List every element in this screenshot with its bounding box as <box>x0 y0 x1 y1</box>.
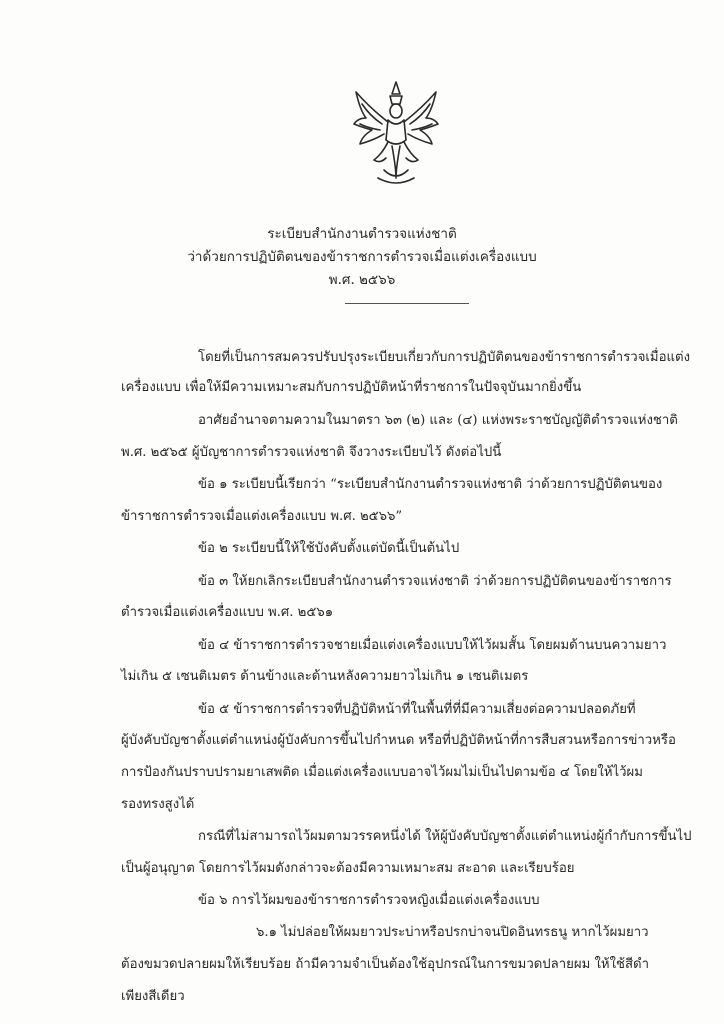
body-line: ข้อ ๒ ระเบียบนี้ให้ใช้บังคับตั้งแต่บัดนี้เป็นต้นไป <box>198 541 460 556</box>
body-line: ต้องขมวดปลายผมให้เรียบร้อย ถ้ามีความจำเป็นต้องใช้อุปกรณ์ในการขมวดปลายผม ให้ใช้สีดำ <box>121 957 650 972</box>
body-line: เพียงสีเดียว <box>121 989 185 1004</box>
regulation-year: พ.ศ. ๒๕๖๖ <box>328 272 396 288</box>
body-line: การป้องกันปราบปรามยาเสพติด เมื่อแต่งเครื่องแบบอาจไว้ผมไม่เป็นไปตามข้อ ๔ โดยให้ไว้ผม <box>121 765 643 780</box>
body-line: กรณีที่ไม่สามารถไว้ผมตามวรรคหนึ่งได้ ให้ผู้บังคับบัญชาตั้งแต่ตำแหน่งผู้กำกับการขึ้นไป <box>198 829 692 844</box>
body-line: ข้อ ๕ ข้าราชการตำรวจที่ปฏิบัติหน้าที่ในพื้นที่ที่มีความเสี่ยงต่อความปลอดภัยที่ <box>198 702 636 717</box>
body-line: โดยที่เป็นการสมควรปรับปรุงระเบียบเกี่ยวกับการปฏิบัติตนของข้าราชการตำรวจเมื่อแต่ง <box>198 350 691 365</box>
title-divider <box>345 303 469 304</box>
body-line: ตำรวจเมื่อแต่งเครื่องแบบ พ.ศ. ๒๕๖๑ <box>121 605 334 620</box>
body-line: ข้อ ๔ ข้าราชการตำรวจชายเมื่อแต่งเครื่องแบบให้ไว้ผมสั้น โดยผมด้านบนความยาว <box>198 638 667 653</box>
body-line: ข้าราชการตำรวจเมื่อแต่งเครื่องแบบ พ.ศ. ๒๕๖๖” <box>121 509 403 524</box>
regulation-title: ระเบียบสำนักงานตำรวจแห่งชาติ <box>267 226 457 242</box>
body-line: ข้อ ๖ การไว้ผมของข้าราชการตำรวจหญิงเมื่อแต่งเครื่องแบบ <box>198 893 540 908</box>
body-line: เครื่องแบบ เพื่อให้มีความเหมาะสมกับการปฏิบัติหน้าที่ราชการในปัจจุบันมากยิ่งขึ้น <box>121 380 582 395</box>
regulation-subject: ว่าด้วยการปฏิบัติตนของข้าราชการตำรวจเมื่อแต่งเครื่องแบบ <box>187 249 537 265</box>
garuda-emblem-icon <box>348 78 444 188</box>
body-line: ข้อ ๑ ระเบียบนี้เรียกว่า “ระเบียบสำนักงานตำรวจแห่งชาติ ว่าด้วยการปฏิบัติตนของ <box>198 477 663 492</box>
body-line: ๖.๑ ไม่ปล่อยให้ผมยาวประบ่าหรือปรกบ่าจนปิดอินทรธนู หากไว้ผมยาว <box>256 925 649 940</box>
body-line: รองทรงสูงได้ <box>121 797 195 812</box>
body-line: ผู้บังคับบัญชาตั้งแต่ตำแหน่งผู้บังคับการขึ้นไปกำหนด หรือที่ปฏิบัติหน้าที่การสืบสวนหรือการข่าวหรือ <box>121 733 676 748</box>
body-line: พ.ศ. ๒๕๖๕ ผู้บัญชาการตำรวจแห่งชาติ จึงวางระเบียบไว้ ดังต่อไปนี้ <box>121 445 502 460</box>
body-line: ข้อ ๓ ให้ยกเลิกระเบียบสำนักงานตำรวจแห่งชาติ ว่าด้วยการปฏิบัติตนของข้าราชการ <box>198 574 672 589</box>
body-line: ไม่เกิน ๕ เซนติเมตร ด้านข้างและด้านหลังความยาวไม่เกิน ๑ เซนติเมตร <box>121 669 529 684</box>
body-line: เป็นผู้อนุญาต โดยการไว้ผมดังกล่าวจะต้องมีความเหมาะสม สะอาด และเรียบร้อย <box>121 861 575 876</box>
body-line: อาศัยอำนาจตามความในมาตรา ๖๓ (๒) และ (๔) แห่งพระราชบัญญัติตำรวจแห่งชาติ <box>198 413 678 428</box>
